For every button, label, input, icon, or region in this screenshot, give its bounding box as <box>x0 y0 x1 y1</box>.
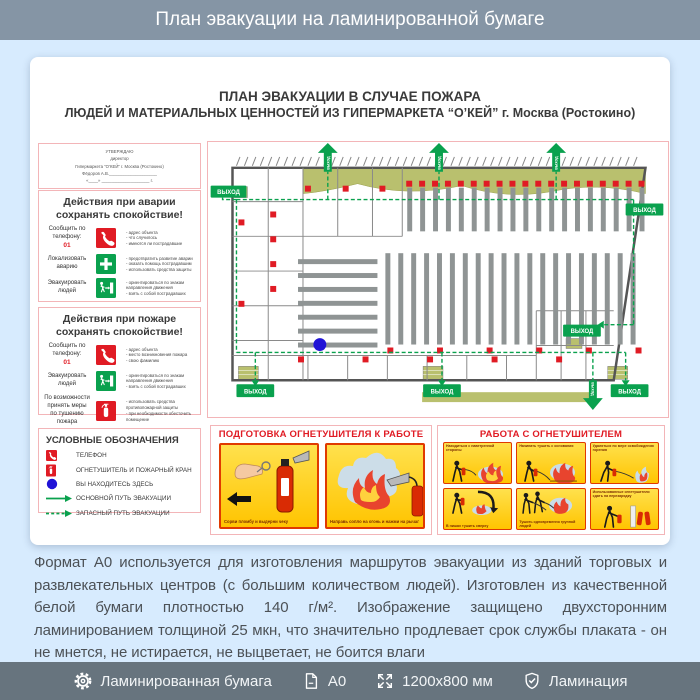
dashed-arrow-icon <box>46 509 76 518</box>
svg-text:выход: выход <box>436 156 442 170</box>
exit-badge <box>563 325 601 337</box>
exit-sign-icon <box>96 371 120 391</box>
work-card: Начинать тушить с основания <box>516 442 585 484</box>
phone-icon <box>96 345 120 365</box>
svg-text:ВЫХОД: ВЫХОД <box>243 389 267 396</box>
work-card: Использованные огнетушители сдать на перезарядку <box>590 488 659 530</box>
spec-lamination: Ламинация <box>523 672 628 690</box>
product-description: Формат А0 используется для изготовления маршрутов эвакуации из зданий торговых и развлекательных центров (с большим количеством людей). Изготовлен из качественной белой бумаги плотностью 140 г/м². Изображение защищено двухсторонним ламинированием толщиной 25 мкн, что значительно продлевает срок службы плаката - он не мнется, не истирается, не выцветает, не боится влаги <box>34 554 667 661</box>
poster-title-line1: ПЛАН ЭВАКУАЦИИ В СЛУЧАЕ ПОЖАРА <box>219 89 481 104</box>
you-are-here-icon <box>46 478 76 490</box>
shield-check-icon <box>523 672 541 690</box>
spec-format: А0 <box>302 672 346 690</box>
extinguisher-sign-icon <box>96 401 120 421</box>
extinguisher-work-panel: РАБОТА С ОГНЕТУШИТЕЛЕМ Находиться с наветренной стороны Начинать тушить с основания Удаляться по мере освобождения горения В нишах тушить сверху Тушить одновременно группой людей Использованные огнетушители сдать на перезарядку <box>437 425 665 535</box>
approval-box: УТВЕРЖДАЮ директор Гипермаркета “О’КЕЙ” г. Москва (Ростокино) Фёдоров А.В.____________________ «____» ____________________ г. <box>38 143 201 189</box>
action-row: Сообщить по телефону: 01 - адрес объекта - место возникновения пожара - свою фамилию <box>44 343 198 367</box>
expand-icon <box>376 672 394 690</box>
extinguisher-icon <box>46 464 76 477</box>
work-card: Тушить одновременно группой людей <box>516 488 585 530</box>
document-icon <box>302 672 320 690</box>
floor-plan <box>207 141 669 418</box>
exit-badge <box>211 186 247 198</box>
exit-sign-icon <box>96 278 120 298</box>
emergency-actions-panel: Действия при аварии сохранять спокойствие! Сообщить по телефону: 01 - адрес объекта - что случилось - имеются ли пострадавшие Локализовать аварию - предотвратить развитие аварии - оказать помощь пострадавшим - использовать средства защиты Эвакуировать людей - ориентироваться по знакам направления движения - взять с собой пострадавших <box>38 190 201 302</box>
pull-pin-illustration <box>221 445 317 527</box>
legend-item: ОГНЕТУШИТЕЛЬ И ПОЖАРНЫЙ КРАН <box>46 464 200 477</box>
exit-badge <box>626 204 664 216</box>
svg-text:ВЫХОД: ВЫХОД <box>430 389 454 396</box>
fire-actions-panel: Действия при пожаре сохранять спокойствие! Сообщить по телефону: 01 - адрес объекта - место возникновения пожара - свою фамилию Эвакуировать людей - ориентироваться по знакам направления движения - взять с собой пострадавших По возможности принять меры по тушению пожара - использовать средства противопожарной защиты - при необходимости обесточить помещение <box>38 307 201 415</box>
legend-item: ТЕЛЕФОН <box>46 449 200 462</box>
exit-badge <box>236 384 274 397</box>
exit-badge <box>611 384 649 397</box>
svg-text:выход: выход <box>590 382 596 396</box>
action-row: Сообщить по телефону: 01 - адрес объекта - что случилось - имеются ли пострадавшие <box>44 226 198 250</box>
action-row: По возможности принять меры по тушению пожара - использовать средства противопожарной защиты - при необходимости обесточить помещение <box>44 395 198 426</box>
legend-item: ЗАПАСНЫЙ ПУТЬ ЭВАКУАЦИИ <box>46 507 200 520</box>
page-title: План эвакуации на ламинированной бумаге <box>155 9 545 30</box>
phone-icon <box>96 228 120 248</box>
action-row: Эвакуировать людей - ориентироваться по знакам направления движения - взять с собой пострадавших <box>44 371 198 391</box>
svg-text:ВЫХОД: ВЫХОД <box>618 389 641 396</box>
legend-item: ВЫ НАХОДИТЕСЬ ЗДЕСЬ <box>46 478 200 491</box>
prep-card: Сорви пломбу и выдерни чеку <box>219 443 319 529</box>
work-card: В нишах тушить сверху <box>443 488 512 530</box>
first-aid-cross-icon <box>96 254 120 274</box>
prep-card: Направь сопло на огонь и нажми на рычаг <box>325 443 425 529</box>
solid-arrow-icon <box>46 494 76 503</box>
svg-text:ВЫХОД: ВЫХОД <box>633 207 656 214</box>
banner-title-bar <box>0 0 700 40</box>
action-row: Локализовать аварию - предотвратить развитие аварии - оказать помощь пострадавшим - использовать средства защиты <box>44 254 198 274</box>
you-are-here-dot <box>313 338 326 351</box>
exit-badge <box>423 384 461 397</box>
work-card: Находиться с наветренной стороны <box>443 442 512 484</box>
poster-title-line2: ЛЮДЕЙ И МАТЕРИАЛЬНЫХ ЦЕННОСТЕЙ ИЗ ГИПЕРМАРКЕТА “О’КЕЙ” г. Москва (Ростокино) <box>64 106 636 120</box>
legend-item: ОСНОВНОЙ ПУТЬ ЭВАКУАЦИИ <box>46 493 200 506</box>
content-area <box>0 40 700 662</box>
gear-icon <box>73 671 93 691</box>
work-card: Удаляться по мере освобождения горения <box>590 442 659 484</box>
action-row: Эвакуировать людей - ориентироваться по знакам направления движения - взять с собой пострадавших <box>44 278 198 298</box>
evacuation-poster <box>30 57 670 545</box>
phone-icon <box>46 450 76 461</box>
svg-text:выход: выход <box>553 156 559 170</box>
svg-text:ВЫХОД: ВЫХОД <box>217 190 240 197</box>
legend-panel: УСЛОВНЫЕ ОБОЗНАЧЕНИЯ ТЕЛЕФОН ОГНЕТУШИТЕЛЬ И ПОЖАРНЫЙ КРАН ВЫ НАХОДИТЕСЬ ЗДЕСЬ ОСНОВНОЙ ПУТЬ ЭВАКУАЦИИ ЗАПАСНЫЙ ПУТЬ ЭВАКУАЦИИ <box>38 428 201 513</box>
spec-material: Ламинированная бумага <box>73 671 272 691</box>
spec-bar <box>0 662 700 700</box>
spec-size: 1200х800 мм <box>376 672 493 690</box>
extinguisher-prep-panel: ПОДГОТОВКА ОГНЕТУШИТЕЛЯ К РАБОТЕ Сорви пломбу и выдерни чеку Направь сопло на огонь и нажми на рычаг <box>210 425 432 535</box>
svg-text:выход: выход <box>325 156 331 170</box>
aim-nozzle-illustration <box>327 445 423 527</box>
svg-text:ВЫХОД: ВЫХОД <box>570 329 594 336</box>
